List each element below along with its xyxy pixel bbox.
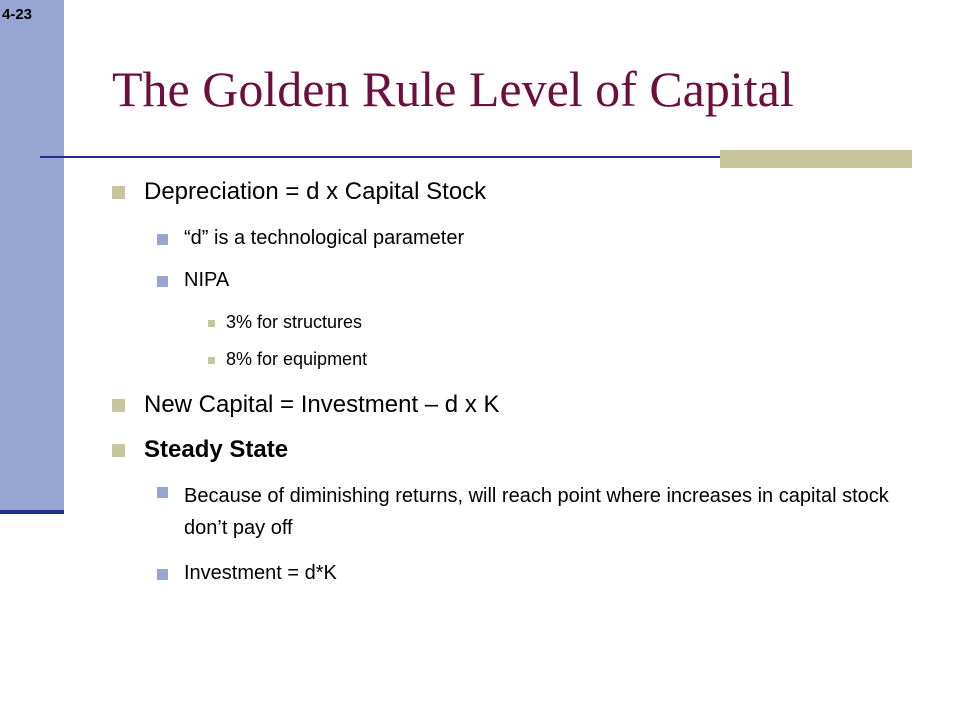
slide-number: 4-23 xyxy=(2,6,33,23)
bullet-investment xyxy=(184,562,337,585)
bullet-square-icon xyxy=(157,234,168,245)
bullet-text: Steady State xyxy=(144,436,289,463)
bullet-new-capital xyxy=(144,391,500,419)
bullet-text: NIPA xyxy=(184,269,230,291)
bullet-square-icon xyxy=(157,276,168,287)
bullet-structures xyxy=(226,312,362,333)
bullet-square-icon xyxy=(112,186,125,199)
bullet-square-icon xyxy=(157,487,168,498)
bullet-d-parameter xyxy=(184,227,464,250)
bullet-square-icon xyxy=(112,399,125,412)
bullet-square-icon xyxy=(112,444,125,457)
slide-title: The Golden Rule Level of Capital xyxy=(112,61,794,117)
bullet-text: Investment = d*K xyxy=(184,562,337,584)
bullet-square-icon xyxy=(208,357,215,364)
bullet-text: 8% for equipment xyxy=(226,349,368,369)
bullet-nipa xyxy=(184,269,229,292)
bullet-square-icon xyxy=(157,569,168,580)
bullet-text: New Capital = Investment – d x K xyxy=(144,391,500,418)
bullet-text: “d” is a technological parameter xyxy=(184,227,465,249)
bullet-equipment xyxy=(226,349,367,370)
bullet-steady-state xyxy=(144,436,288,464)
bullet-square-icon xyxy=(208,320,215,327)
bullet-text: Depreciation = d x Capital Stock xyxy=(144,178,487,205)
bullet-text: 3% for structures xyxy=(226,312,363,332)
bullet-diminishing-returns xyxy=(184,480,904,544)
bullet-text: Because of diminishing returns, will reach point where increases in capital stock don’t pay off xyxy=(184,485,889,539)
bullet-depreciation xyxy=(144,178,486,206)
